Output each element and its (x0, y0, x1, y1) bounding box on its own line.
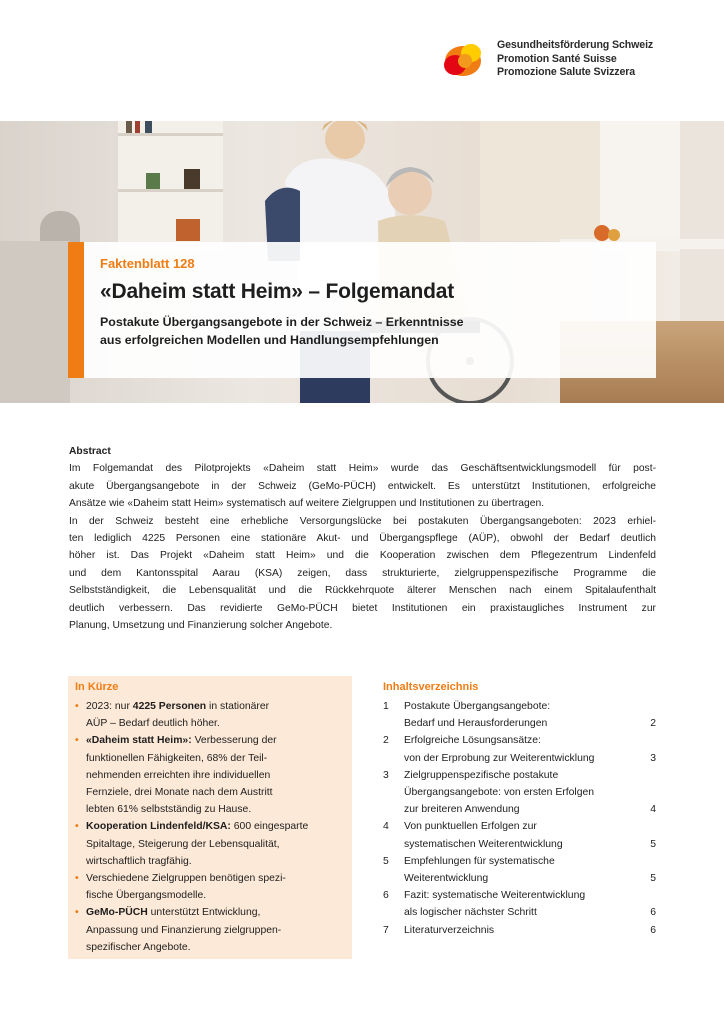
summary-item-line: «Daheim statt Heim»: Verbesserung der (86, 735, 277, 747)
toc-number: 4 (383, 821, 389, 833)
bullet-icon: • (75, 873, 79, 885)
toc-entry[interactable] (383, 887, 656, 921)
summary-item (75, 698, 347, 732)
bullet-icon: • (75, 701, 79, 712)
summary-item-line: nehmenden erreichten ihre individuellen (86, 769, 271, 781)
toc-number: 5 (383, 855, 389, 867)
title-accent-bar (68, 242, 84, 378)
abstract-line: Ansätze wie «Daheim statt Heim» systematisch auf weitere Zielgruppen und Institutionen zu übertragen. (69, 498, 545, 510)
summary-highlight: Kooperation Lindenfeld/KSA: (86, 821, 231, 833)
toc-title-line: Postakute Übergangsangebote: (404, 701, 551, 712)
toc-entry[interactable] (383, 922, 656, 939)
toc-heading: Inhaltsverzeichnis (383, 681, 479, 693)
summary-item-line: spezifischer Angebote. (86, 941, 191, 953)
toc-title-line: Von punktuellen Erfolgen zur (404, 821, 537, 833)
table-of-contents (383, 698, 656, 939)
toc-entry[interactable] (383, 767, 656, 819)
factsheet-label: Faktenblatt 128 (100, 256, 195, 271)
summary-highlight: 4225 Personen (132, 701, 207, 712)
logo-line-it: Promozione Salute Svizzera (497, 66, 636, 79)
toc-number: 1 (383, 701, 389, 712)
toc-entry[interactable] (383, 853, 656, 887)
abstract (69, 443, 656, 634)
abstract-line: Selbstständigkeit, die Lebensqualität und die Rückkehrquote älterer Menschen nach einem Spitalaufenthalt (69, 585, 656, 597)
abstract-line: ten lediglich 4225 Personen eine stationäre Akut- und Übergangspflege (AÜP), obwohl der Bedarf deutlich (69, 533, 656, 545)
toc-title-line: Empfehlungen für systematische (404, 855, 555, 867)
toc-title-line: als logischer nächster Schritt (404, 907, 537, 919)
summary-item (75, 732, 347, 818)
logo-line-fr: Promotion Santé Suisse (497, 52, 617, 65)
summary-item-line: fische Übergangsmodelle. (86, 890, 207, 902)
summary-item-line: Anpassung und Finanzierung zielgruppen- (86, 924, 282, 936)
summary-item-line: Verschiedene Zielgruppen benötigen spezi- (86, 873, 286, 885)
summary-item-line: 2023: nur 4225 Personen in stationärer (86, 701, 270, 712)
toc-entry[interactable] (383, 732, 656, 766)
logo-mark-icon (441, 39, 491, 81)
summary-item-line: GeMo-PÜCH unterstützt Entwicklung, (86, 907, 261, 919)
bullet-icon: • (75, 821, 79, 833)
summary-item (75, 870, 347, 904)
summary-item-line: AÜP – Bedarf deutlich höher. (86, 718, 220, 730)
abstract-line: Im Folgemandat des Pilotprojekts «Daheim statt Heim» wurde das Geschäftsentwicklungsmodell für post- (69, 463, 656, 475)
summary-item-line: Spitaltage, Steigerung der Lebensqualität, (86, 838, 280, 850)
toc-number: 2 (383, 735, 389, 747)
toc-number: 6 (383, 890, 389, 902)
toc-page-number: 5 (650, 873, 656, 885)
toc-title-line: Literaturverzeichnis (404, 924, 495, 936)
abstract-line: In der Schweiz besteht eine erhebliche Versorgungslücke bei postakuten Übergangsangeboten: 2023 erhiel- (69, 515, 656, 527)
subtitle-line: Postakute Übergangsangebote in der Schweiz – Erkenntnisse (100, 315, 464, 329)
toc-page-number: 3 (650, 752, 656, 764)
abstract-line: höher ist. Das Projekt «Daheim statt Heim» und die Kooperation zwischen dem Pflegezentrum Lindenfeld (69, 550, 656, 562)
summary-highlight: «Daheim statt Heim»: (86, 735, 192, 747)
summary-item-line: funktionellen Fähigkeiten, 68% der Teil- (86, 752, 268, 764)
page-subtitle (100, 314, 464, 349)
toc-page-number: 5 (650, 838, 656, 850)
subtitle-line: aus erfolgreichen Modellen und Handlungsempfehlungen (100, 332, 439, 347)
toc-page-number: 6 (650, 924, 656, 936)
toc-title-line: Fazit: systematische Weiterentwicklung (404, 890, 586, 902)
abstract-line: deutlich verbessern. Das revidierte GeMo-PÜCH bietet Institutionen ein praxistaugliches Instrument zur (69, 602, 656, 614)
toc-title-line: Erfolgreiche Lösungsansätze: (404, 735, 541, 747)
summary-item-line: Kooperation Lindenfeld/KSA: 600 eingesparte (86, 821, 309, 833)
abstract-line: und dem Kantonsspital Aarau (KSA) zeigen, dass strukturierte, zielgruppenspezifische Programme die (69, 567, 656, 579)
abstract-heading: Abstract (69, 446, 111, 457)
page-title: «Daheim statt Heim» – Folgemandat (100, 280, 454, 303)
bullet-icon: • (75, 735, 79, 747)
toc-title-line: Übergangsangebote: von ersten Erfolgen (404, 787, 595, 799)
logo (441, 39, 653, 81)
toc-title-line: Weiterentwicklung (404, 873, 489, 885)
logo-line-de: Gesundheitsförderung Schweiz (497, 39, 654, 51)
toc-entry[interactable] (383, 818, 656, 852)
toc-entry[interactable] (383, 698, 656, 732)
summary-item-line: lebten 61% selbstständig zu Hause. (86, 804, 252, 816)
summary-item-line: wirtschaftlich tragfähig. (86, 855, 192, 867)
toc-page-number: 4 (650, 804, 656, 816)
toc-number: 7 (383, 924, 389, 936)
summary-item (75, 818, 347, 870)
toc-title-line: von der Erprobung zur Weiterentwicklung (404, 752, 595, 764)
summary-item (75, 904, 347, 956)
logo-text (497, 39, 653, 80)
toc-title-line: Zielgruppenspezifische postakute (404, 769, 559, 781)
summary-highlight: GeMo-PÜCH (86, 907, 148, 919)
bullet-icon: • (75, 907, 79, 919)
abstract-line: akute Übergangsangebote in der Schweiz (GeMo-PÜCH) entwickelt. Es unterstützt Institutionen, erfolgreiche (69, 480, 656, 492)
summary-heading: In Kürze (75, 681, 119, 693)
abstract-line: Planung, Umsetzung und Finanzierung solcher Angebote. (69, 620, 333, 632)
toc-title-line: zur breiteren Anwendung (404, 804, 520, 816)
toc-page-number: 6 (650, 907, 656, 919)
toc-number: 3 (383, 769, 389, 781)
toc-title-line: systematischen Weiterentwicklung (404, 838, 563, 850)
toc-title-line: Bedarf und Herausforderungen (404, 718, 548, 730)
toc-page-number: 2 (650, 718, 656, 730)
summary-list (75, 698, 347, 956)
summary-item-line: Fernziele, drei Monate nach dem Austritt (86, 787, 273, 799)
